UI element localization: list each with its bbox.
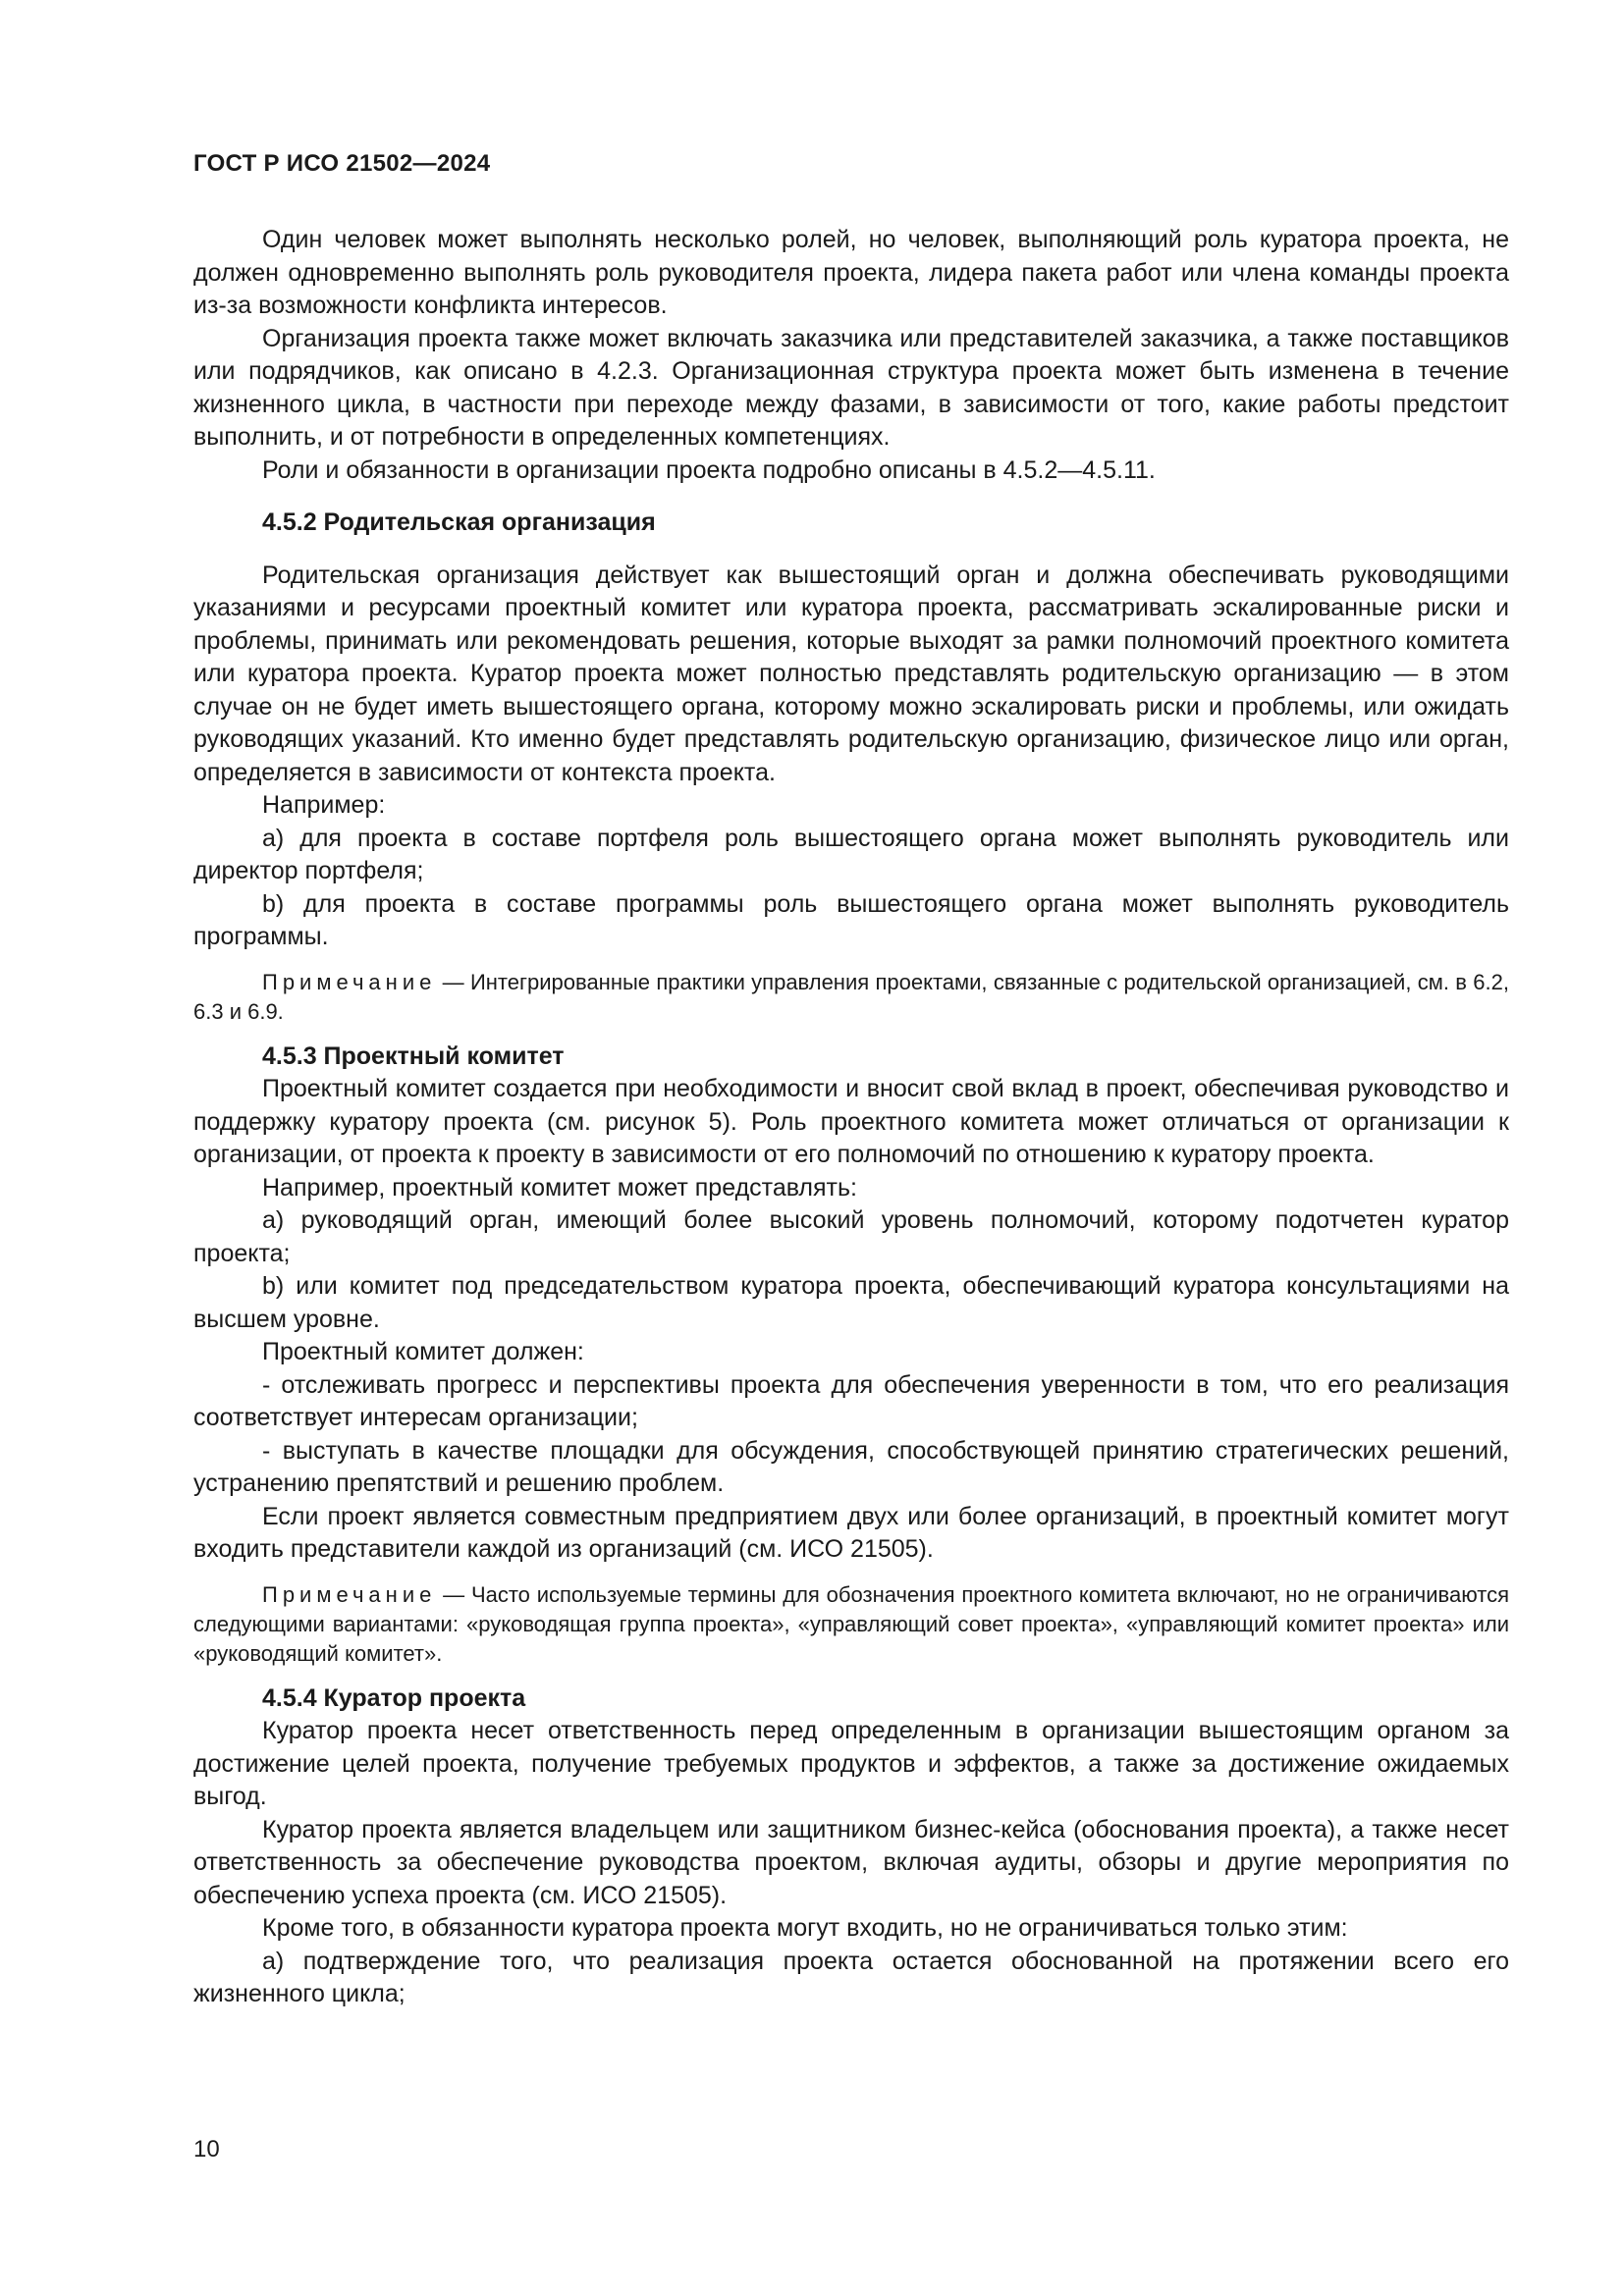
list-item: b) для проекта в составе программы роль вышестоящего органа может выполнять руководитель программы. bbox=[193, 889, 1509, 950]
document-header: ГОСТ Р ИСО 21502—2024 bbox=[193, 150, 491, 177]
note bbox=[193, 1580, 1509, 1669]
paragraph: Например, проектный комитет может представлять: bbox=[262, 1173, 857, 1201]
note-text: — Интегрированные практики управления проектами, связанные с родительской организацией, см. в 6.2, 6.3 и 6.9. bbox=[193, 969, 1509, 1024]
note-label: Примечание bbox=[262, 1581, 437, 1607]
list-item: b) или комитет под председательством куратора проекта, обеспечивающий куратора консультациями на высшем уровне. bbox=[193, 1272, 1509, 1333]
section-heading-4-5-3: 4.5.3 Проектный комитет bbox=[262, 1041, 565, 1070]
paragraph: Если проект является совместным предприятием двух или более организаций, в проектный комитет могут входить представители каждой из организаций (см. ИСО 21505). bbox=[193, 1502, 1509, 1563]
page-number: 10 bbox=[193, 2136, 220, 2163]
paragraph: Родительская организация действует как вышестоящий орган и должна обеспечивать руководящими указаниями и ресурсами проектный комитет или куратора проекта, рассматривать эскалированные риски и проблемы, принимать или рекомендовать решения, которые выходят за рамки полномочий проектного комитета или куратора проекта. Куратор проекта может полностью представлять родительскую организацию — в этом случае он не будет иметь вышестоящего органа, которому можно эскалировать риски и проблемы, или ожидать руководящих указаний. Кто именно будет представлять родительскую организацию, физическое лицо или орган, определяется в зависимости от контекста проекта. bbox=[193, 561, 1509, 786]
document-body bbox=[193, 224, 1509, 2011]
list-item: a) руководящий орган, имеющий более высокий уровень полномочий, которому подотчетен куратор проекта; bbox=[193, 1206, 1509, 1267]
section-heading-4-5-4: 4.5.4 Куратор проекта bbox=[262, 1683, 526, 1712]
list-item: - отслеживать прогресс и перспективы проекта для обеспечения уверенности в том, что его реализация соответствует интересам организации; bbox=[193, 1370, 1509, 1431]
paragraph: Куратор проекта несет ответственность перед определенным в организации вышестоящим органом за достижение целей проекта, получение требуемых продуктов и эффектов, а также за достижение ожидаемых выгод. bbox=[193, 1717, 1509, 1810]
paragraph: Кроме того, в обязанности куратора проекта могут входить, но не ограничиваться только этим: bbox=[262, 1914, 1348, 1942]
list-item: a) подтверждение того, что реализация проекта остается обоснованной на протяжении всего его жизненного цикла; bbox=[193, 1947, 1509, 2007]
list-item: - выступать в качестве площадки для обсуждения, способствующей принятию стратегических решений, устранению препятствий и решению проблем. bbox=[193, 1436, 1509, 1497]
paragraph: Куратор проекта является владельцем или защитником бизнес-кейса (обоснования проекта), а также несет ответственность за обеспечение руководства проектом, включая аудиты, обзоры и другие мероприятия по обеспечению успеха проекта (см. ИСО 21505). bbox=[193, 1815, 1509, 1909]
paragraph: Организация проекта также может включать заказчика или представителей заказчика, а также поставщиков или подрядчиков, как описано в 4.2.3. Организационная структура проекта может быть изменена в течение жизненного цикла, в частности при переходе между фазами, в зависимости от того, какие работы предстоит выполнить, и от потребности в определенных компетенциях. bbox=[193, 324, 1509, 451]
section-heading-4-5-2: 4.5.2 Родительская организация bbox=[262, 508, 656, 536]
list-item: a) для проекта в составе портфеля роль вышестоящего органа может выполнять руководитель или директор портфеля; bbox=[193, 824, 1509, 884]
paragraph: Один человек может выполнять несколько ролей, но человек, выполняющий роль куратора проекта, не должен одновременно выполнять роль руководителя проекта, лидера пакета работ или члена команды проекта из-за возможности конфликта интересов. bbox=[193, 226, 1509, 319]
note bbox=[193, 968, 1509, 1027]
paragraph: Проектный комитет создается при необходимости и вносит свой вклад в проект, обеспечивая руководство и поддержку куратору проекта (см. рисунок 5). Роль проектного комитета может отличаться от организации к организации, от проекта к проекту в зависимости от его полномочий по отношению к куратору проекта. bbox=[193, 1075, 1509, 1168]
paragraph: Например: bbox=[262, 791, 386, 819]
note-text: — Часто используемые термины для обозначения проектного комитета включают, но не ограничиваются следующими вариантами: «руководящая группа проекта», «управляющий совет проекта», «управляющий комитет проекта» или «руководящий комитет». bbox=[193, 1581, 1509, 1666]
paragraph: Проектный комитет должен: bbox=[262, 1338, 584, 1365]
paragraph: Роли и обязанности в организации проекта подробно описаны в 4.5.2—4.5.11. bbox=[262, 455, 1156, 484]
note-label: Примечание bbox=[262, 969, 437, 994]
